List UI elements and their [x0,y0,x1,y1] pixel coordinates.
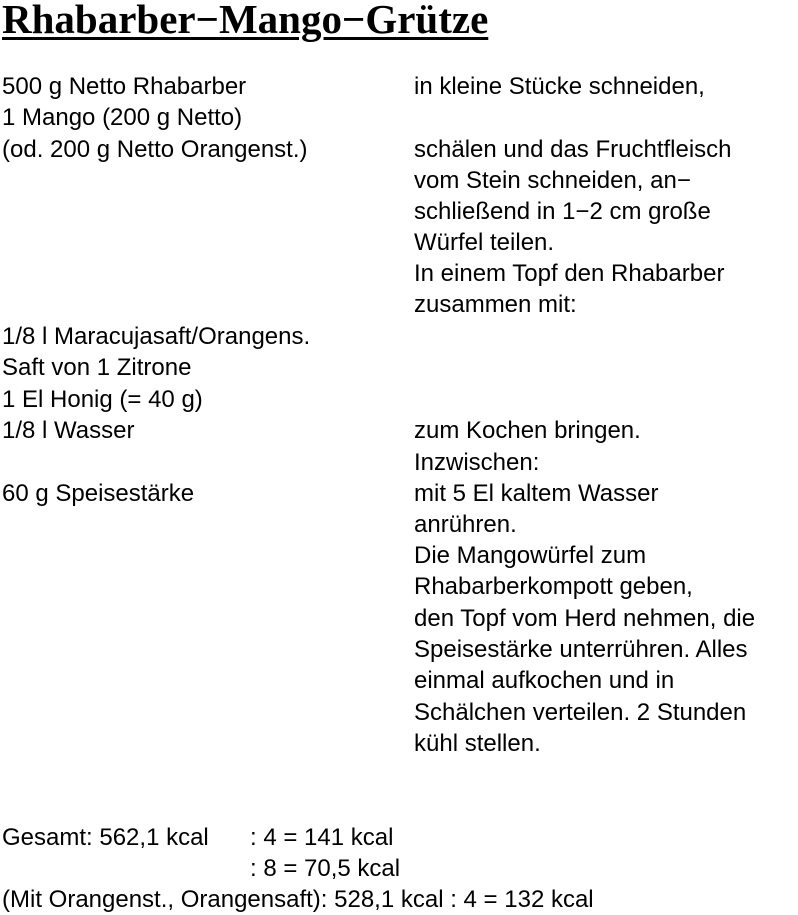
instruction-line: einmal aufkochen und in [414,667,675,694]
instruction-line: Inzwischen: [414,449,540,476]
instruction-line: Speisestärke unterrühren. Alles [414,636,748,663]
kcal-per-8: : 8 = 70,5 kcal [250,855,401,882]
instruction-line: Rhabarberkompott geben, [414,573,693,600]
ingredient-starch: 60 g Speisestärke [2,480,195,507]
ingredient-orange-alt: (od. 200 g Netto Orangenst.) [2,136,308,163]
instruction-line: in kleine Stücke schneiden, [414,73,705,100]
instruction-line: den Topf vom Herd nehmen, die [414,605,756,632]
ingredient-passion-juice: 1/8 l Maracujasaft/Orangens. [2,323,311,350]
instruction-line: schälen und das Fruchtfleisch [414,136,732,163]
ingredient-mango: 1 Mango (200 g Netto) [2,104,243,131]
instruction-line: zusammen mit: [414,291,577,318]
ingredient-honey: 1 El Honig (= 40 g) [2,386,203,413]
instruction-line: In einem Topf den Rhabarber [414,260,725,287]
kcal-total: Gesamt: 562,1 kcal [2,824,209,851]
ingredient-water: 1/8 l Wasser [2,417,135,444]
instruction-line: mit 5 El kaltem Wasser [414,480,659,507]
ingredient-lemon-juice: Saft von 1 Zitrone [2,354,192,381]
kcal-alternative: (Mit Orangenst., Orangensaft): 528,1 kcal : 4 = 132 kcal [2,886,594,913]
recipe-title: Rhabarber−Mango−Grütze [2,0,489,42]
instruction-line: zum Kochen bringen. [414,417,641,444]
ingredient-rhubarb: 500 g Netto Rhabarber [2,73,247,100]
instruction-line: kühl stellen. [414,730,541,757]
instruction-line: anrühren. [414,511,517,538]
instruction-line: Die Mangowürfel zum [414,542,647,569]
instruction-line: Würfel teilen. [414,229,555,256]
kcal-per-4: : 4 = 141 kcal [250,824,394,851]
instruction-line: Schälchen verteilen. 2 Stunden [414,699,747,726]
instruction-line: vom Stein schneiden, an− [414,167,691,194]
instruction-line: schließend in 1−2 cm große [414,198,711,225]
